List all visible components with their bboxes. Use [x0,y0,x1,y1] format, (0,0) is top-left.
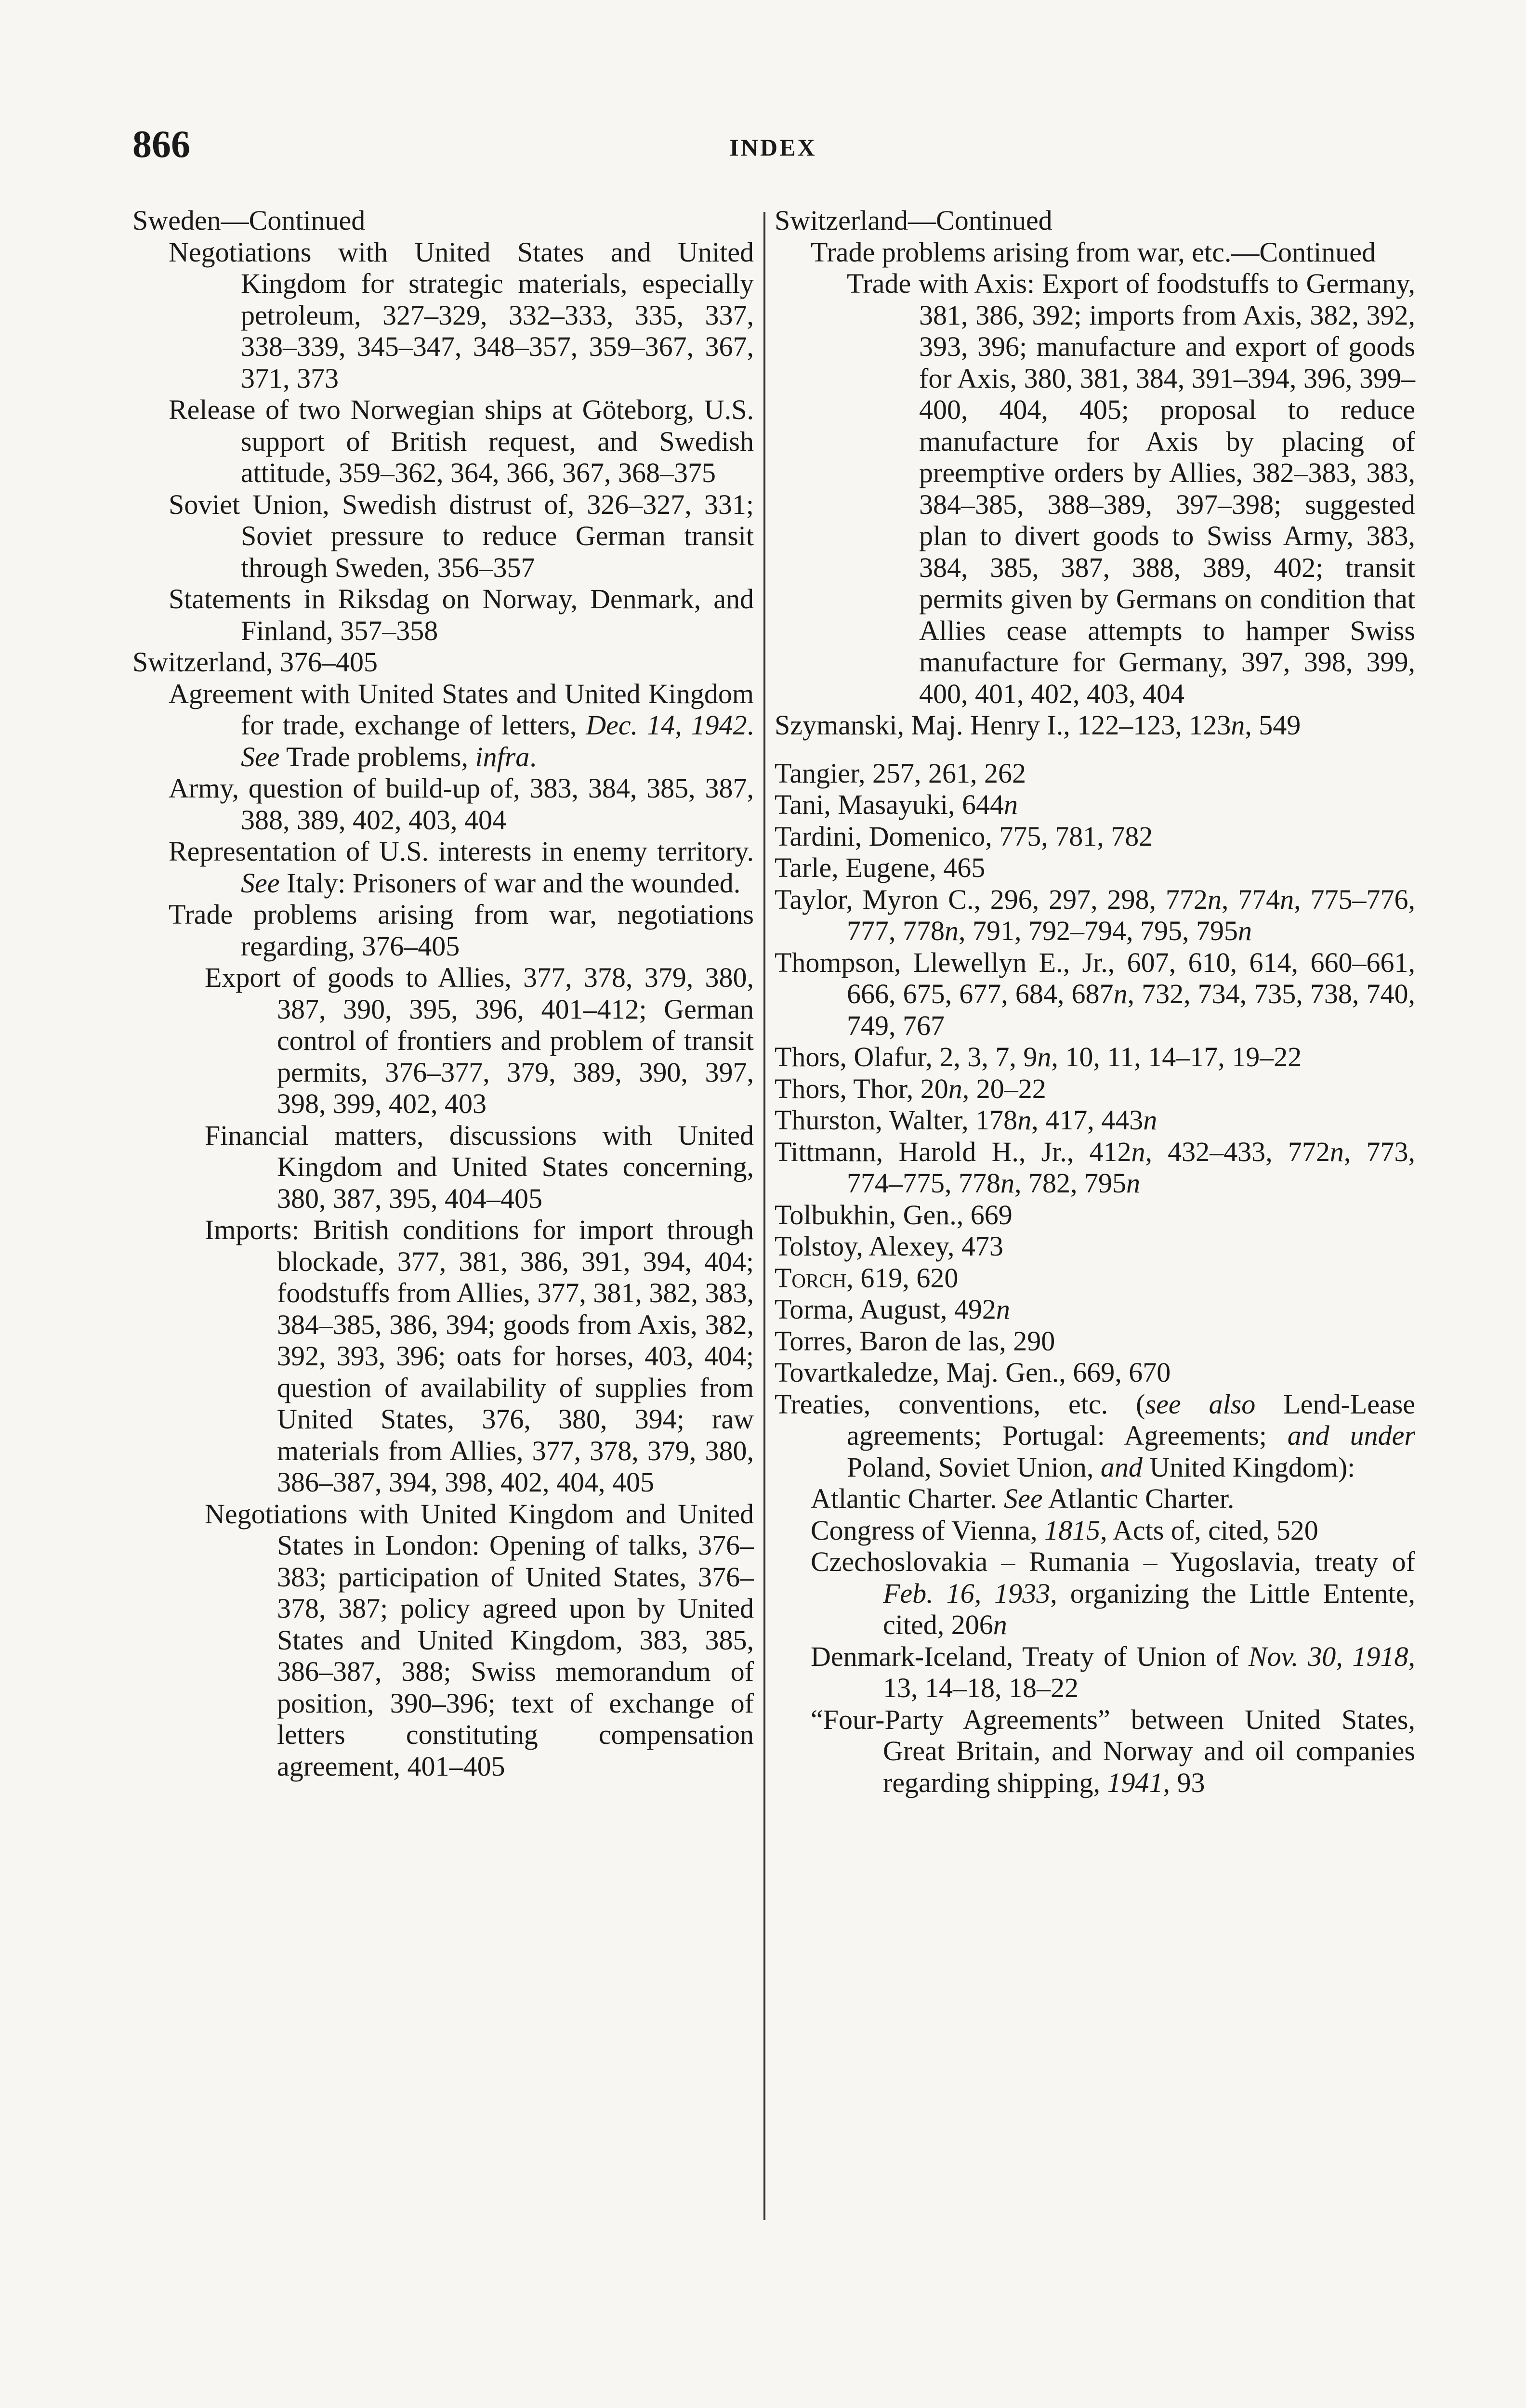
index-column-right [775,205,1415,1798]
column-divider [763,212,765,2220]
index-entry: Tangier, 257, 261, 262 [775,757,1026,789]
index-subentry: Negotiations with United Kingdom and United States in London: Opening of talks, 376–383; participation of United States, 376–378, 387; policy agreed upon by United States and United Kingdom, 383, 385, 386–387, 388; Swiss memorandum of position, 390–396; text of exchange of letters constituting compensation agreement, 401–405 [205,1498,754,1782]
page-header [132,123,1414,176]
index-entry: Treaties, conventions, etc. (see also Lend-Lease agreements; Portugal: Agreements; and under Poland, Soviet Union, and United Kingdom): [775,1388,1416,1483]
index-entry: Tovartkaledze, Maj. Gen., 669, 670 [775,1357,1171,1388]
index-entry: Torres, Baron de las, 290 [775,1325,1055,1357]
index-subentry: Army, question of build-up of, 383, 384, 385, 387, 388, 389, 402, 403, 404 [169,772,754,836]
index-subentry: Czechoslovakia – Rumania – Yugoslavia, treaty of Feb. 16, 1933, organizing the Little Entente, cited, 206n [811,1546,1415,1640]
index-entry: Thompson, Llewellyn E., Jr., 607, 610, 614, 660–661, 666, 675, 677, 684, 687n, 732, 734, 735, 738, 740, 749, 767 [775,946,1416,1041]
index-entry: Tolstoy, Alexey, 473 [775,1230,1003,1262]
index-subentry: Export of goods to Allies, 377, 378, 379, 380, 387, 390, 395, 396, 401–412; German control of frontiers and problem of transit permits, 376–377, 379, 389, 390, 397, 398, 399, 402, 403 [205,962,754,1119]
index-entry: Tolbukhin, Gen., 669 [775,1199,1013,1230]
index-column-left [132,205,754,1782]
running-title: INDEX [729,134,817,161]
index-subentry: Trade problems arising from war, negotiations regarding, 376–405 [169,899,754,962]
index-entry: Taylor, Myron C., 296, 297, 298, 772n, 774n, 775–776, 777, 778n, 791, 792–794, 795, 795n [775,883,1416,946]
index-subentry: Denmark-Iceland, Treaty of Union of Nov. 30, 1918, 13, 14–18, 18–22 [811,1640,1416,1703]
index-subentry: Negotiations with United States and United Kingdom for strategic materials, especially petroleum, 327–329, 332–333, 335, 337, 338–339, 345–347, 348–357, 359–367, 367, 371, 373 [169,236,754,394]
page-number: 866 [132,123,190,166]
index-entry: Tittmann, Harold H., Jr., 412n, 432–433, 772n, 773, 774–775, 778n, 782, 795n [775,1136,1416,1199]
index-subentry: Congress of Vienna, 1815, Acts of, cited, 520 [811,1514,1318,1546]
index-subentry: Agreement with United States and United Kingdom for trade, exchange of letters, Dec. 14, 1942. See Trade problems, infra. [169,678,754,772]
index-subentry: Release of two Norwegian ships at Göteborg, U.S. support of British request, and Swedish attitude, 359–362, 364, 366, 367, 368–375 [169,394,754,488]
index-entry: Sweden—Continued [132,205,366,236]
index-subentry: Trade with Axis: Export of foodstuffs to Germany, 381, 386, 392; imports from Axis, 382, 392, 393, 396; manufacture and export of goods for Axis, 380, 381, 384, 391–394, 396, 399–400, 404, 405; proposal to reduce manufacture for Axis by placing of preemptive orders by Allies, 382–383, 383, 384–385, 388–389, 397–398; suggested plan to divert goods to Swiss Army, 383, 384, 385, 387, 388, 389, 402; transit permits given by Germans on condition that Allies cease attempts to hamper Swiss manufacture for Germany, 397, 398, 399, 400, 401, 402, 403, 404 [847,268,1415,709]
index-subentry: Representation of U.S. interests in enemy territory. See Italy: Prisoners of war and the wounded. [169,836,754,899]
index-entry: Thurston, Walter, 178n, 417, 443n [775,1104,1158,1136]
index-subentry: “Four-Party Agreements” between United States, Great Britain, and Norway and oil companies regarding shipping, 1941, 93 [811,1703,1415,1798]
index-entry: Szymanski, Maj. Henry I., 122–123, 123n, 549 [775,709,1301,741]
index-entry: Tardini, Domenico, 775, 781, 782 [775,820,1153,852]
index-entry: Thors, Thor, 20n, 20–22 [775,1073,1046,1104]
index-entry: Switzerland, 376–405 [132,646,378,678]
index-subentry: Trade problems arising from war, etc.—Continued [811,236,1376,268]
index-entry: Torch, 619, 620 [775,1262,959,1294]
index-subentry: Soviet Union, Swedish distrust of, 326–327, 331; Soviet pressure to reduce German transit through Sweden, 356–357 [169,488,754,583]
index-subentry: Financial matters, discussions with United Kingdom and United States concerning, 380, 387, 395, 404–405 [205,1119,754,1214]
index-entry: Thors, Olafur, 2, 3, 7, 9n, 10, 11, 14–17, 19–22 [775,1041,1302,1073]
index-entry: Torma, August, 492n [775,1294,1010,1325]
index-entry: Tarle, Eugene, 465 [775,852,986,883]
index-subentry: Statements in Riksdag on Norway, Denmark, and Finland, 357–358 [169,583,754,646]
index-subentry: Atlantic Charter. See Atlantic Charter. [811,1483,1235,1514]
index-subentry: Imports: British conditions for import through blockade, 377, 381, 386, 391, 394, 404; foodstuffs from Allies, 377, 381, 382, 383, 384–385, 386, 394; goods from Axis, 382, 392, 393, 396; oats for horses, 403, 404; question of availability of supplies from United States, 376, 380, 394; raw materials from Allies, 377, 378, 379, 380, 386–387, 394, 398, 402, 404, 405 [205,1214,754,1498]
index-entry: Tani, Masayuki, 644n [775,789,1018,820]
index-entry: Switzerland—Continued [775,205,1052,236]
